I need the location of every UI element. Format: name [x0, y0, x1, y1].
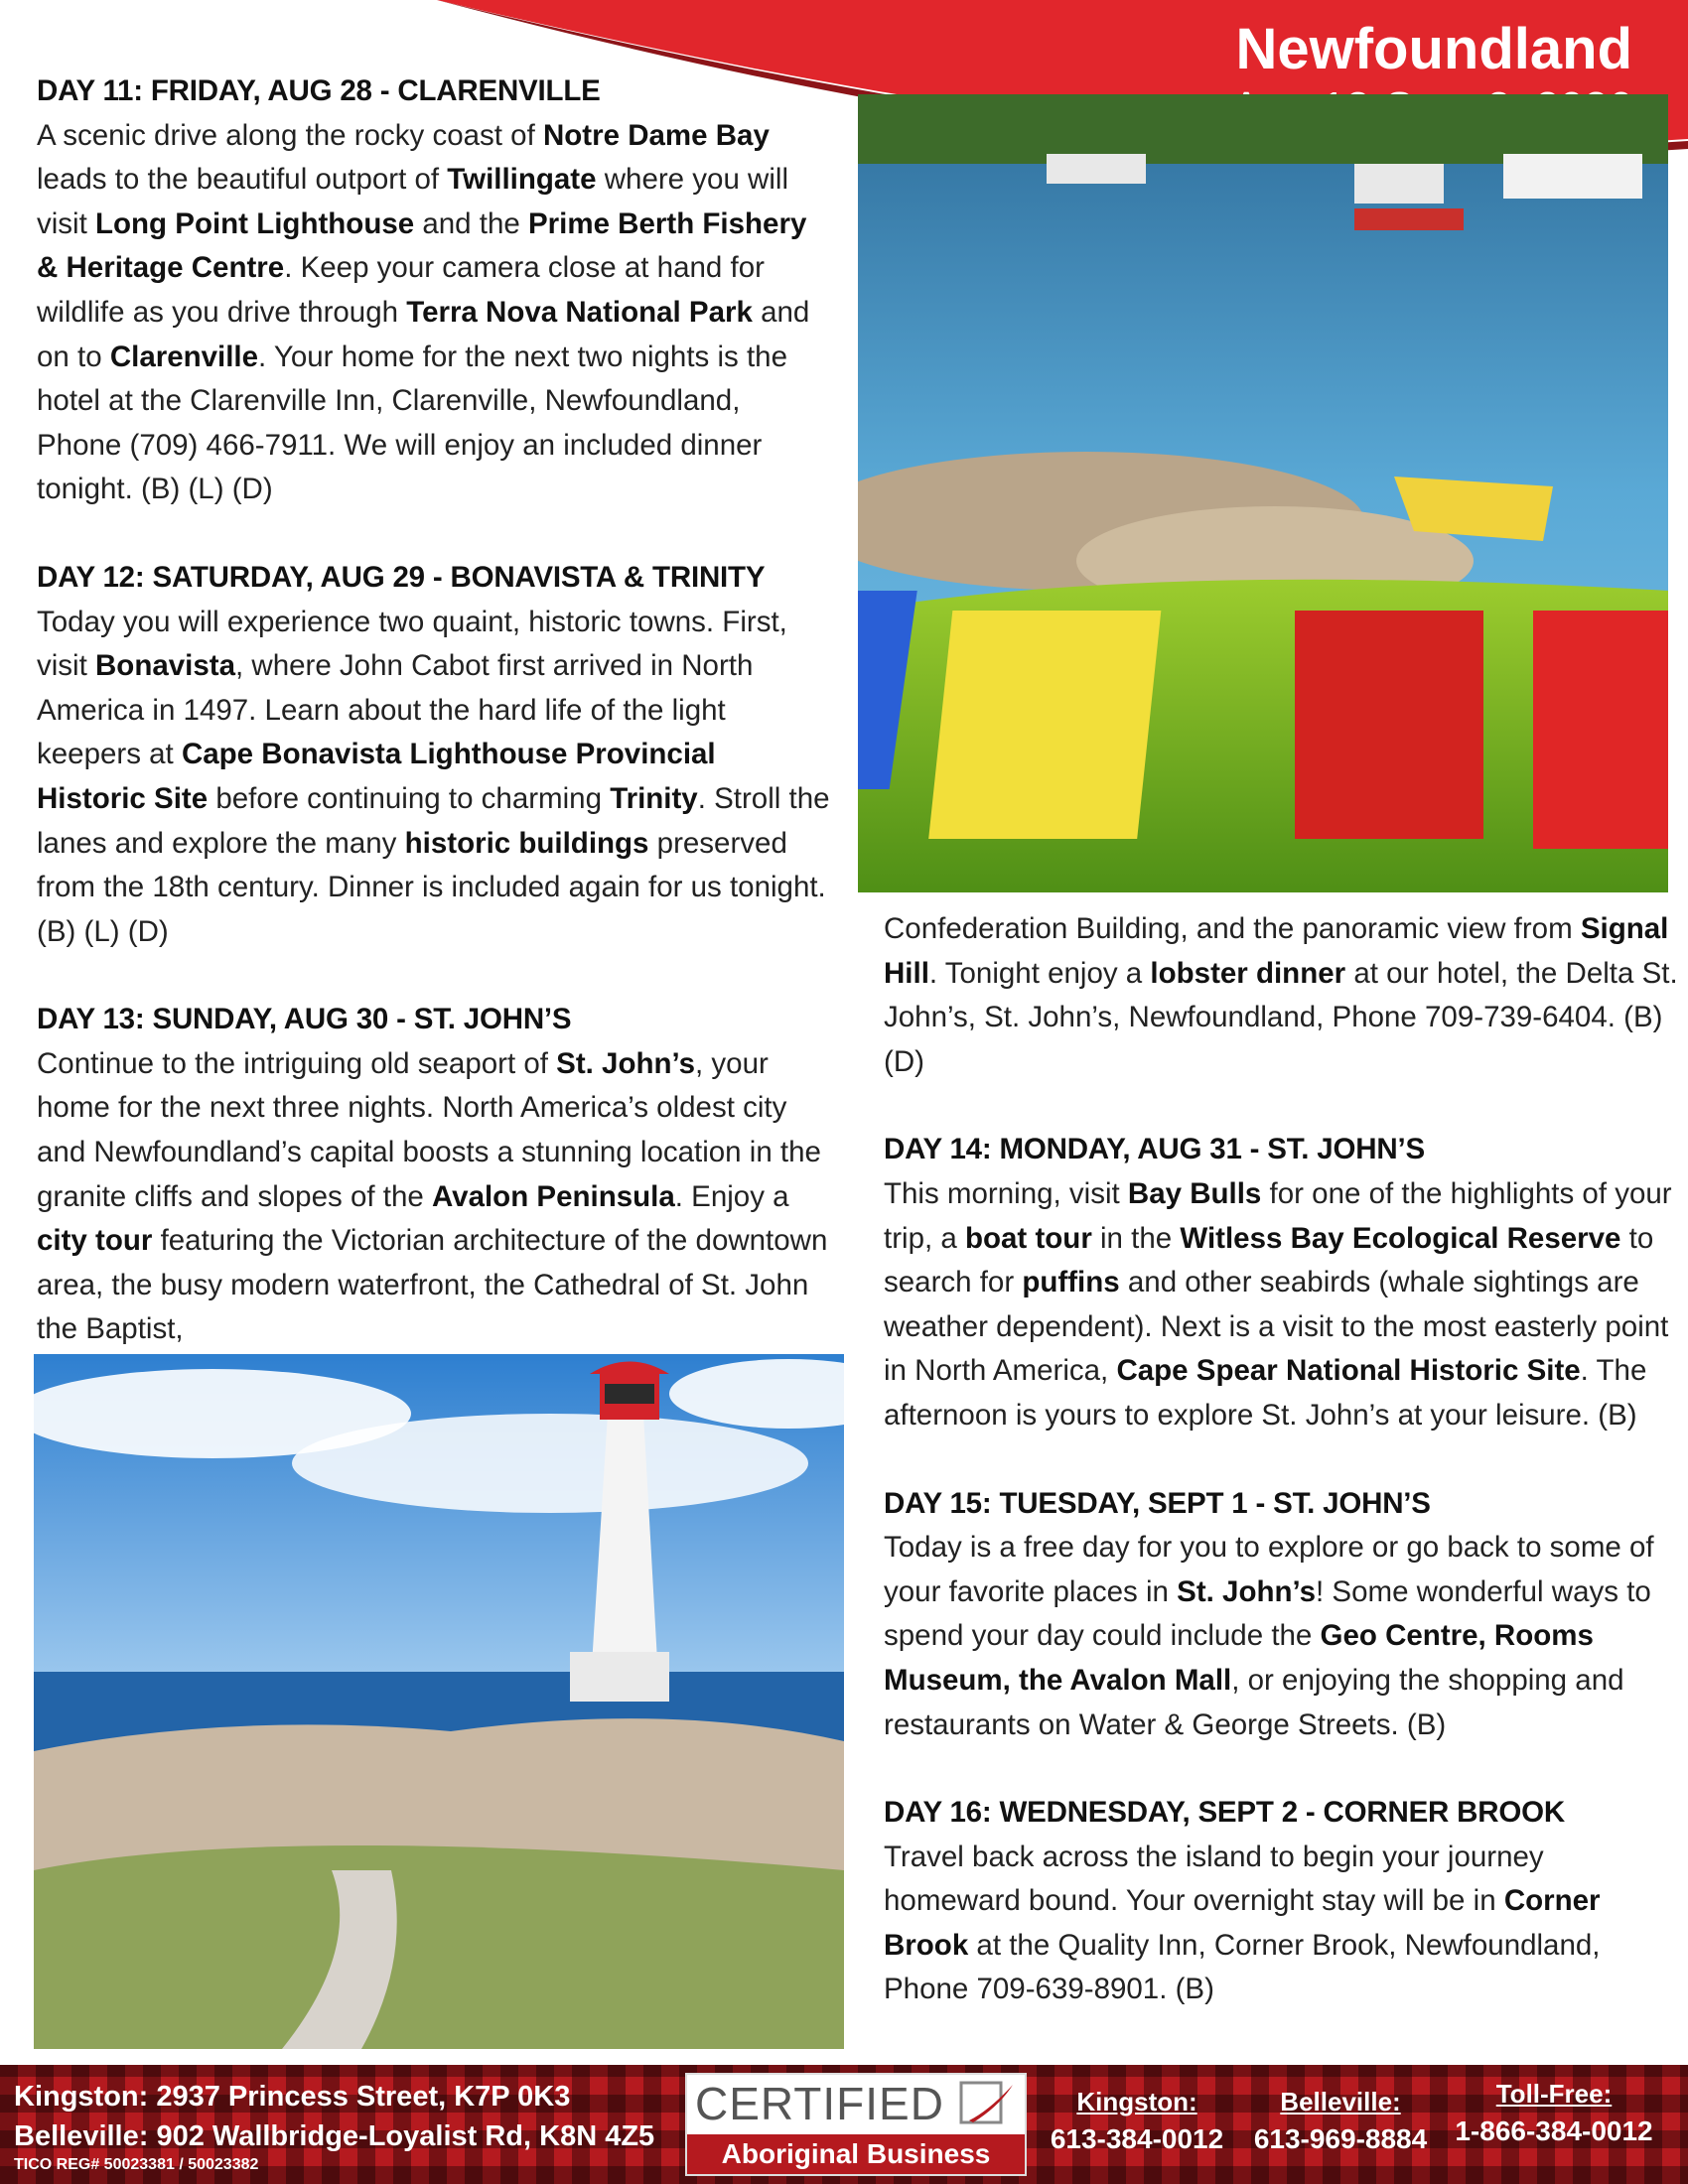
day-16-text: Travel back across the island to begin your journey homeward bound. Your overnight stay will be in Corner Brook at the Quality Inn, Corner Brook, Newfoundland, Phone 709-639-8901. (B): [884, 1840, 1601, 2006]
kingston-phone-number: 613-384-0012: [1050, 2123, 1224, 2154]
kingston-phone-block: [1043, 2087, 1231, 2155]
belleville-phone-number: 613-969-8884: [1253, 2123, 1428, 2154]
kingston-phone-label: Kingston:: [1076, 2087, 1197, 2116]
day-13-text-continued: Confederation Building, and the panoramic view from Signal Hill. Tonight enjoy a lobster dinner at our hotel, the Delta St. John’s, St. John’s, Newfoundland, Phone 709-739-6404. (B) (D): [884, 912, 1678, 1078]
tollfree-phone-block: [1450, 2079, 1658, 2147]
tico-registration: TICO REG# 50023381 / 50023382: [14, 2156, 259, 2173]
day-14-heading: DAY 14: MONDAY, AUG 31 - ST. JOHN’S: [884, 1133, 1425, 1166]
day-11-heading: DAY 11: FRIDAY, AUG 28 - CLARENVILLE: [37, 74, 601, 107]
day-13-heading: DAY 13: SUNDAY, AUG 30 - ST. JOHN’S: [37, 1003, 572, 1036]
certified-aboriginal-business-logo: [685, 2073, 1027, 2176]
right-column: [884, 907, 1678, 2012]
belleville-address: Belleville: 902 Wallbridge-Loyalist Rd, K8N 4Z5: [14, 2120, 655, 2152]
belleville-phone-block: [1246, 2087, 1435, 2155]
day-16-section: [884, 1791, 1678, 2012]
day-15-section: [884, 1482, 1678, 1748]
day-14-text: This morning, visit Bay Bulls for one of the highlights of your trip, a boat tour in the Witless Bay Ecological Reserve to search for puffins and other seabirds (whale sightings are weather dependent). Next is a visit to the most easterly point in North America, Cape Spear National Historic Site. The afternoon is yours to explore St. John’s at your leisure. (B): [884, 1176, 1672, 1432]
tollfree-phone-number: 1-866-384-0012: [1455, 2116, 1653, 2146]
day-13-text: Continue to the intriguing old seaport of St. John’s, your home for the next three nights. North America’s oldest city and Newfoundland’s capital boosts a stunning location in the granite cliffs and slopes of the Avalon Peninsula. Enjoy a city tour featuring the Victorian architecture of the downtown area, the busy modern waterfront, the Cathedral of St. John the Baptist,: [37, 1046, 828, 1346]
cert-title: CERTIFIED: [695, 2078, 944, 2129]
cert-subtitle: Aboriginal Business: [687, 2134, 1025, 2174]
page-title: Newfoundland: [1235, 17, 1632, 81]
left-column: [37, 69, 831, 1352]
day-12-heading: DAY 12: SATURDAY, AUG 29 - BONAVISTA & TRINITY: [37, 560, 766, 594]
day-12-text: Today you will experience two quaint, historic towns. First, visit Bonavista, where John Cabot first arrived in North America in 1497. Learn about the hard life of the light keepers at Cape Bonavista Lighthouse Provincial Historic Site before continuing to charming Trinity. Stroll the lanes and explore the many historic buildings preserved from the 18th century. Dinner is included again for us tonight. (B) (L) (D): [37, 605, 830, 948]
day-12-section: [37, 556, 831, 954]
day-13-section: [37, 998, 831, 1352]
photo-lighthouse: [34, 1354, 844, 2049]
kingston-address: Kingston: 2937 Princess Street, K7P 0K3: [14, 2081, 571, 2113]
photo-adirondack-chairs: [858, 94, 1668, 892]
day-15-text: Today is a free day for you to explore or go back to some of your favorite places in St. John’s! Some wonderful ways to spend your day could include the Geo Centre, Rooms Museum, the Avalon Mall, or enjoying the shopping and restaurants on Water & George Streets. (B): [884, 1531, 1654, 1741]
day-11-text: A scenic drive along the rocky coast of Notre Dame Bay leads to the beautiful outport of Twillingate where you will visit Long Point Lighthouse and the Prime Berth Fishery & Heritage Centre. Keep your camera close at hand for wildlife as you drive through Terra Nova National Park and on to Clarenville. Your home for the next two nights is the hotel at the Clarenville Inn, Clarenville, Newfoundland, Phone (709) 466-7911. We will enjoy an included dinner tonight. (B) (L) (D): [37, 118, 810, 506]
day-11-section: [37, 69, 831, 512]
day-14-section: [884, 1128, 1678, 1437]
footer-bar: [0, 2065, 1688, 2184]
feather-icon: [959, 2081, 1017, 2130]
day-15-heading: DAY 15: TUESDAY, SEPT 1 - ST. JOHN’S: [884, 1486, 1431, 1520]
day-16-heading: DAY 16: WEDNESDAY, SEPT 2 - CORNER BROOK: [884, 1796, 1565, 1830]
day-13-continued: [884, 907, 1678, 1084]
tollfree-phone-label: Toll-Free:: [1495, 2079, 1613, 2109]
belleville-phone-label: Belleville:: [1280, 2087, 1401, 2116]
